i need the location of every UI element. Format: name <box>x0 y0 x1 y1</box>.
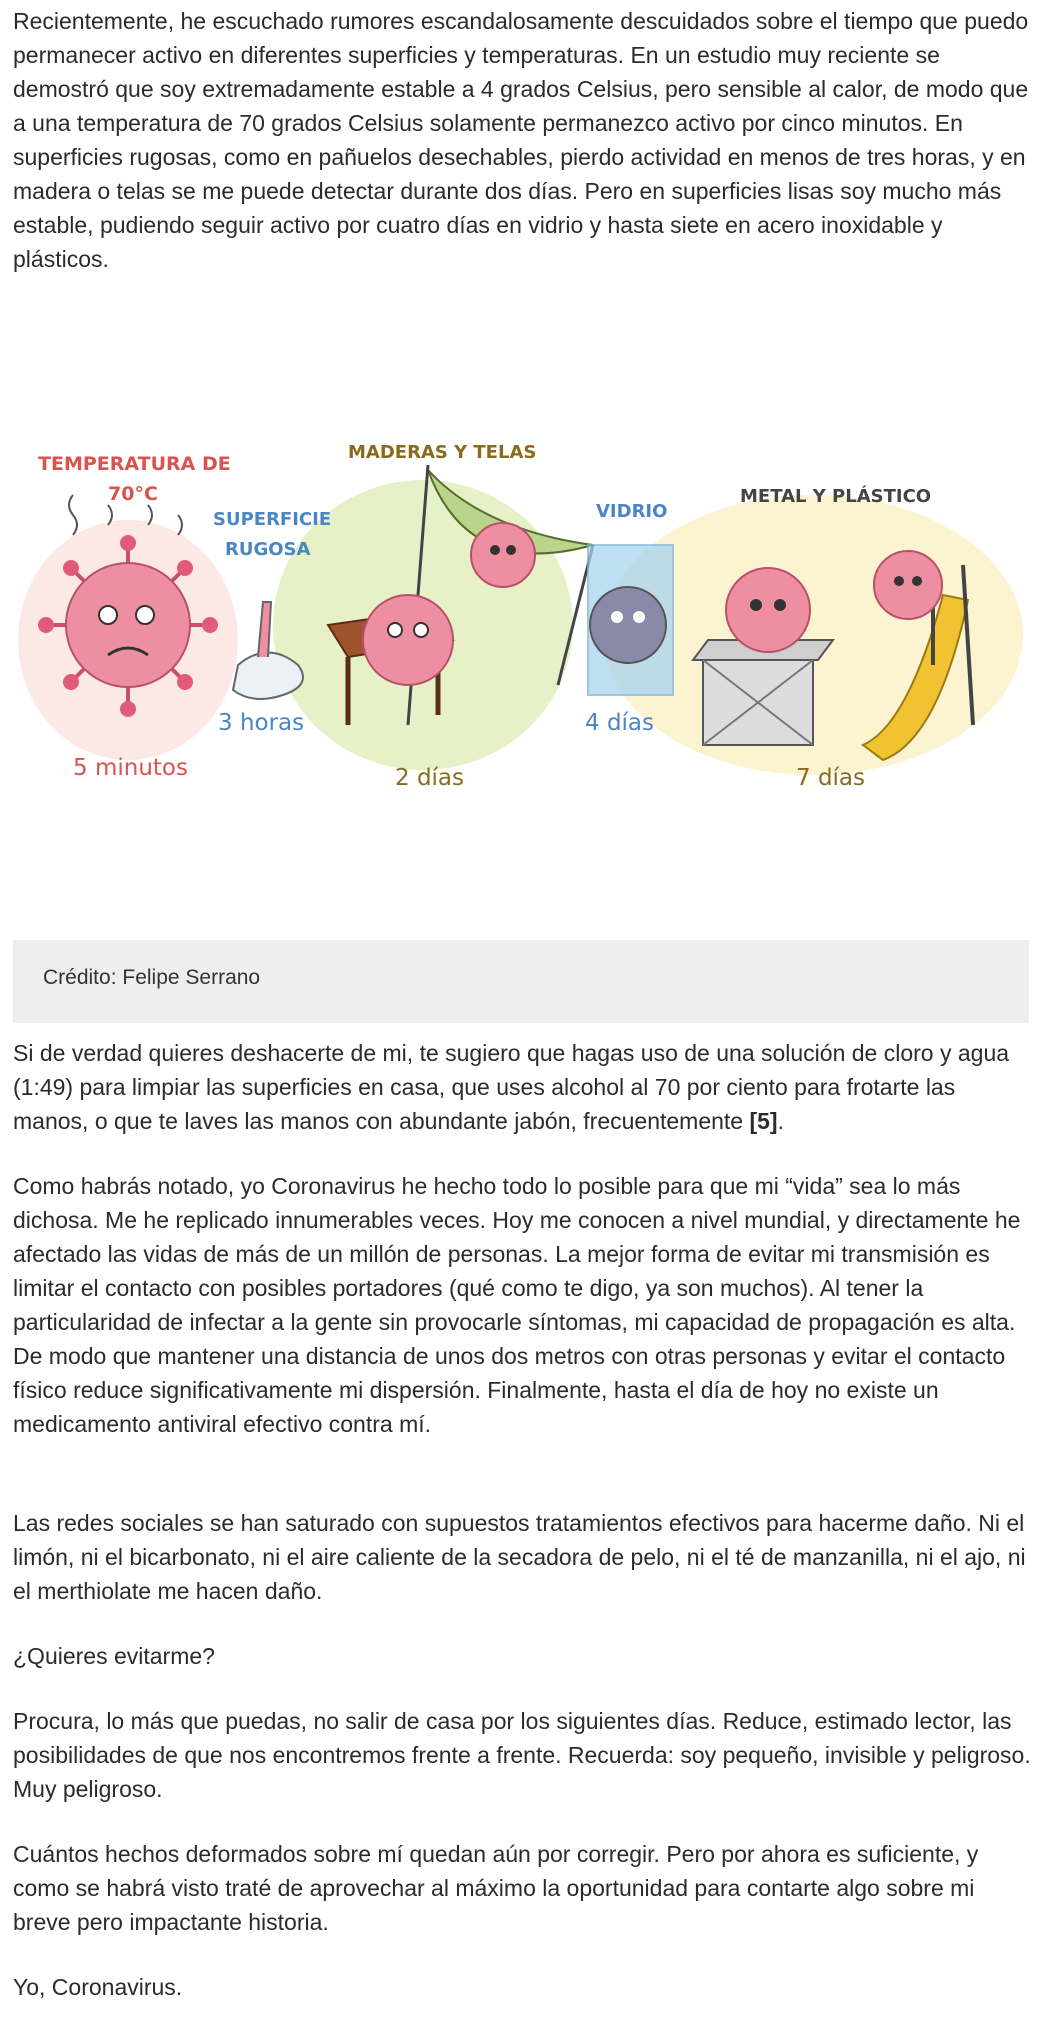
label-metal: METAL Y PLÁSTICO <box>740 486 932 507</box>
signature: Yo, Coronavirus. <box>13 1974 183 2000</box>
credit-text: Crédito: Felipe Serrano <box>43 966 261 989</box>
time-temp: 5 minutos <box>73 755 188 781</box>
time-wood: 2 días <box>395 765 465 791</box>
paragraph-cleaning-end: . <box>777 1108 784 1134</box>
virus-survival-illustration <box>13 425 1029 805</box>
label-rough-2: RUGOSA <box>225 539 311 560</box>
paragraph-transmission: Como habrás notado, yo Coronavirus he hecho todo lo posible para que mi “vida” sea lo más dichosa. Me he replicado innumerables veces. Hoy me conocen a nivel mundial, y directamente he afectado las vidas de más de un millón de personas. La mejor forma de evitar mi transmisión es limitar el contacto con posibles portadores (qué como te digo, ya son muchos). Al tener la particularidad de infectar a la gente sin provocarle síntomas, mi capacidad de propagación es alta. De modo que mantener una distancia de unos dos metros con otras personas y evitar el contacto físico reduce significativamente mi dispersión. Finalmente, hasta el día de hoy no existe un medicamento antiviral efectivo contra mí. <box>13 1173 1021 1437</box>
paragraph-cleaning <box>13 1036 1033 1138</box>
time-rough: 3 horas <box>218 710 305 736</box>
glass-pane-icon <box>588 545 673 695</box>
time-metal: 7 días <box>796 765 866 791</box>
paragraph-cleaning-text: Si de verdad quieres deshacerte de mi, te sugiero que hagas uso de una solución de cloro y agua (1:49) para limpiar las superficies en casa, que uses alcohol al 70 por ciento para frotarte las manos, o que te laves las manos con abundante jabón, frecuentemente <box>13 1040 1010 1134</box>
label-wood: MADERAS Y TELAS <box>348 442 537 463</box>
label-temp-2: 70°C <box>108 483 158 505</box>
paragraph-myths: Las redes sociales se han saturado con supuestos tratamientos efectivos para hacerme daño. Ni el limón, ni el bicarbonato, ni el aire caliente de la secadora de pelo, ni el té de manzanilla, ni el ajo, ni el merthiolate me hacen daño. <box>13 1510 1026 1604</box>
label-glass: VIDRIO <box>596 501 668 522</box>
label-temp-1: TEMPERATURA DE <box>38 453 231 475</box>
paragraph-question: ¿Quieres evitarme? <box>13 1643 215 1669</box>
image-credit <box>13 940 1029 1023</box>
time-glass: 4 días <box>585 710 655 736</box>
paragraph-closing: Cuántos hechos deformados sobre mí quedan aún por corregir. Pero por ahora es suficiente, y como se habrá visto traté de aprovechar al máximo la oportunidad para contarte algo sobre mi breve pero impactante historia. <box>13 1841 979 1935</box>
paragraph-stay-home: Procura, lo más que puedas, no salir de casa por los siguientes días. Reduce, estimado lector, las posibilidades de que nos encontremos frente a frente. Recuerda: soy pequeño, invisible y peligroso. Muy peligroso. <box>13 1708 1031 1802</box>
paragraph-surfaces: Recientemente, he escuchado rumores escandalosamente descuidados sobre el tiempo que puedo permanecer activo en diferentes superficies y temperaturas. En un estudio muy reciente se demostró que soy extremadamente estable a 4 grados Celsius, pero sensible al calor, de modo que a una temperatura de 70 grados Celsius solamente permanezco activo por cinco minutos. En superficies rugosas, como en pañuelos desechables, pierdo actividad en menos de tres horas, y en madera o telas se me puede detectar durante dos días. Pero en superficies lisas soy mucho más estable, pudiendo seguir activo por cuatro días en vidrio y hasta siete en acero inoxidable y plásticos. <box>13 8 1029 272</box>
label-rough-1: SUPERFICIE <box>213 509 332 530</box>
reference-link-5[interactable]: [5] <box>749 1108 778 1134</box>
